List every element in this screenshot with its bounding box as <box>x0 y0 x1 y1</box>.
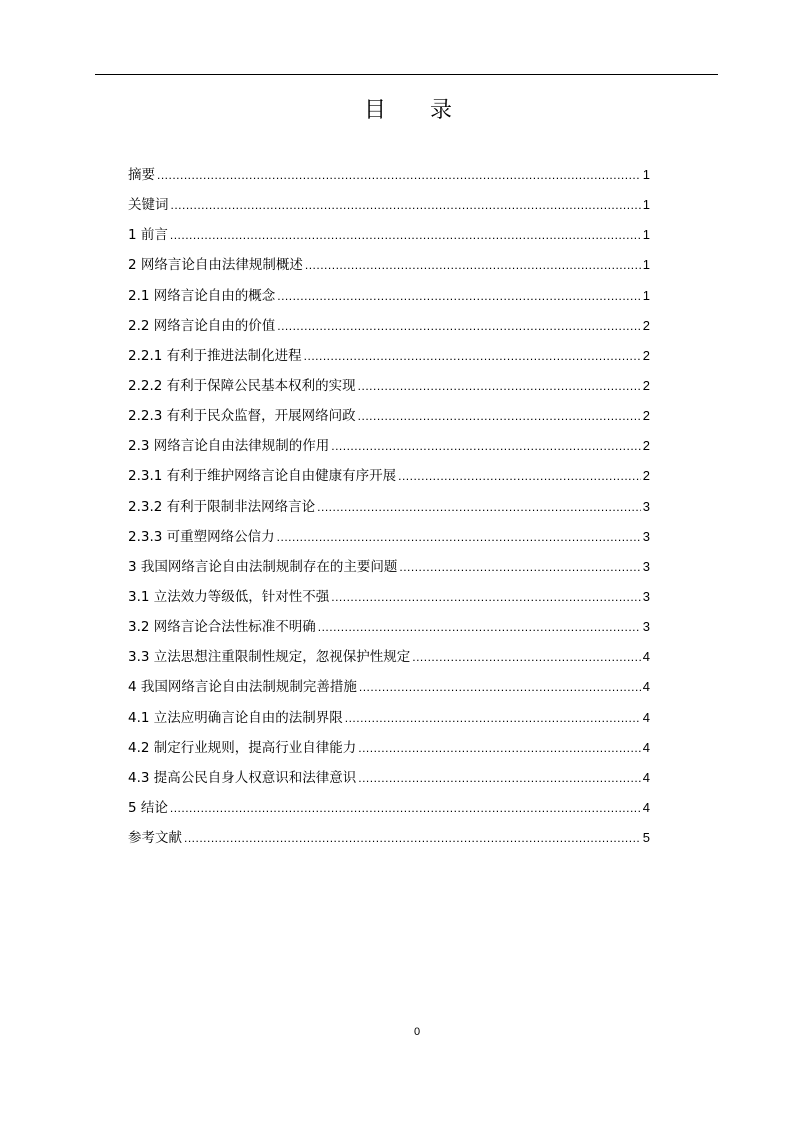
toc-leader-dots <box>331 434 641 458</box>
toc-entry-page: 2 <box>642 408 650 424</box>
toc-entry-page: 1 <box>642 227 650 243</box>
toc-leader-dots <box>412 645 641 669</box>
toc-entry[interactable] <box>128 223 650 253</box>
toc-entry-page: 3 <box>642 528 650 544</box>
toc-entry[interactable] <box>128 314 650 344</box>
toc-entry-page: 4 <box>642 679 650 695</box>
toc-entry[interactable] <box>128 525 650 555</box>
toc-leader-dots <box>317 495 641 519</box>
toc-entry-page: 4 <box>642 709 650 725</box>
toc-entry-label: 2.2.1 有利于推进法制化进程 <box>128 347 302 364</box>
toc-leader-dots <box>345 706 641 730</box>
toc-entry-page: 2 <box>642 347 650 363</box>
toc-entry[interactable] <box>128 404 650 434</box>
toc-entry-label: 2.2.3 有利于民众监督，开展网络问政 <box>128 408 356 425</box>
toc-leader-dots <box>171 193 641 217</box>
toc-entry[interactable] <box>128 736 650 766</box>
toc-entry-label: 4.1 立法应明确言论自由的法制界限 <box>128 709 343 726</box>
toc-entry[interactable] <box>128 495 650 525</box>
toc-entry-label: 1 前言 <box>128 227 168 244</box>
toc-entry-page: 1 <box>642 197 650 213</box>
toc-entry[interactable] <box>128 434 650 464</box>
toc-entry-page: 2 <box>642 468 650 484</box>
toc-leader-dots <box>277 284 641 308</box>
toc-leader-dots <box>358 766 641 790</box>
page-number: 0 <box>413 1026 421 1038</box>
toc-entry-label: 3 我国网络言论自由法制规制存在的主要问题 <box>128 558 398 575</box>
toc-leader-dots <box>170 223 641 247</box>
toc-leader-dots <box>157 163 641 187</box>
toc-leader-dots <box>304 344 641 368</box>
toc-leader-dots <box>318 615 641 639</box>
toc-leader-dots <box>331 585 641 609</box>
toc-leader-dots <box>184 826 641 850</box>
toc-leader-dots <box>277 525 641 549</box>
toc-entry[interactable] <box>128 555 650 585</box>
toc-entry-label: 关键词 <box>128 197 169 214</box>
toc-entry-label: 2.3 网络言论自由法律规制的作用 <box>128 438 330 455</box>
toc-entry[interactable] <box>128 374 650 404</box>
toc-entry-label: 参考文献 <box>128 830 182 847</box>
toc-leader-dots <box>399 555 640 579</box>
toc-entry-label: 5 结论 <box>128 799 168 816</box>
toc-entry-label: 3.2 网络言论合法性标准不明确 <box>128 619 316 636</box>
toc-entry-page: 1 <box>642 287 650 303</box>
toc-entry-label: 2.2 网络言论自由的价值 <box>128 317 276 334</box>
toc-entry[interactable] <box>128 284 650 314</box>
toc-entry-page: 3 <box>642 498 650 514</box>
toc-entry[interactable] <box>128 675 650 705</box>
toc-entry[interactable] <box>128 464 650 494</box>
toc-entry-page: 2 <box>642 317 650 333</box>
toc-entry-label: 2.1 网络言论自由的概念 <box>128 287 276 304</box>
toc-entry-page: 4 <box>642 739 650 755</box>
toc-leader-dots <box>358 736 641 760</box>
page-title: 目录 <box>363 98 496 123</box>
toc-leader-dots <box>359 675 641 699</box>
toc-leader-dots <box>358 374 641 398</box>
toc-entry[interactable] <box>128 826 650 856</box>
toc-entry-page: 1 <box>642 167 650 182</box>
toc-entry[interactable] <box>128 585 650 615</box>
toc-leader-dots <box>398 464 641 488</box>
header-rule <box>95 74 718 75</box>
toc-entry[interactable] <box>128 645 650 675</box>
toc-entry-label: 4.2 制定行业规则，提高行业自律能力 <box>128 739 357 756</box>
toc-entry-page: 5 <box>642 830 650 846</box>
toc-entry[interactable] <box>128 344 650 374</box>
toc-entry-page: 1 <box>642 257 650 273</box>
toc-entry[interactable] <box>128 766 650 796</box>
toc-entry[interactable] <box>128 163 650 193</box>
toc-entry-page: 2 <box>642 377 650 393</box>
toc-entry-label: 3.3 立法思想注重限制性规定，忽视保护性规定 <box>128 649 411 666</box>
toc-entry-label: 2 网络言论自由法律规制概述 <box>128 257 303 274</box>
table-of-contents <box>128 163 650 856</box>
toc-entry-page: 4 <box>642 649 650 665</box>
toc-entry-label: 2.3.1 有利于维护网络言论自由健康有序开展 <box>128 468 397 485</box>
toc-entry-label: 4 我国网络言论自由法制规制完善措施 <box>128 679 357 696</box>
toc-entry-label: 2.3.2 有利于限制非法网络言论 <box>128 498 316 515</box>
toc-entry[interactable] <box>128 615 650 645</box>
toc-entry-page: 3 <box>642 558 650 574</box>
toc-entry-label: 2.2.2 有利于保障公民基本权利的实现 <box>128 377 356 394</box>
toc-leader-dots <box>170 796 641 820</box>
toc-leader-dots <box>305 253 641 277</box>
toc-entry-page: 2 <box>642 438 650 454</box>
toc-entry-label: 3.1 立法效力等级低，针对性不强 <box>128 588 330 605</box>
toc-entry[interactable] <box>128 796 650 826</box>
toc-entry-page: 4 <box>642 799 650 815</box>
toc-leader-dots <box>358 404 641 428</box>
toc-entry-label: 2.3.3 可重塑网络公信力 <box>128 528 275 545</box>
toc-entry-label: 4.3 提高公民自身人权意识和法律意识 <box>128 769 357 786</box>
toc-leader-dots <box>277 314 641 338</box>
toc-entry-label: 摘要 <box>128 167 155 183</box>
toc-entry[interactable] <box>128 706 650 736</box>
toc-entry[interactable] <box>128 193 650 223</box>
toc-entry[interactable] <box>128 253 650 283</box>
toc-entry-page: 3 <box>642 588 650 604</box>
toc-entry-page: 3 <box>642 619 650 635</box>
toc-entry-page: 4 <box>642 769 650 785</box>
